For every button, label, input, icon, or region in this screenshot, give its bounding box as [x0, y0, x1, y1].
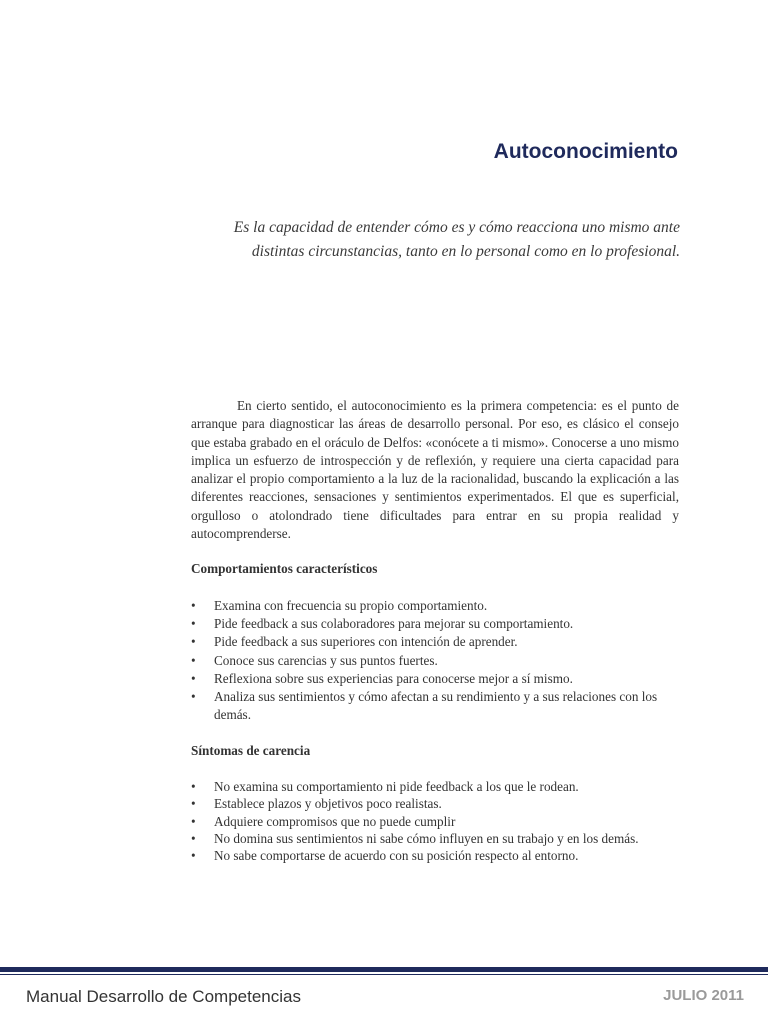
bullet-icon: •: [191, 779, 196, 795]
bullet-icon: •: [191, 813, 196, 829]
list-item-text: Reflexiona sobre sus experiencias para conocerse mejor a sí mismo.: [214, 670, 573, 686]
list-item: [191, 633, 679, 651]
list-item: [191, 847, 679, 864]
list-item-text: No examina su comportamiento ni pide feedback a los que le rodean.: [214, 779, 579, 795]
list-item-text: Conoce sus carencias y sus puntos fuertes.: [214, 652, 438, 668]
footer-manual-title: Manual Desarrollo de Competencias: [26, 987, 301, 1006]
bullet-icon: •: [191, 848, 196, 864]
bullet-icon: •: [191, 670, 196, 686]
symptoms-heading: Síntomas de carencia: [191, 742, 311, 758]
bullet-icon: •: [191, 597, 196, 613]
list-item: [191, 615, 679, 633]
list-item-text: Analiza sus sentimientos y cómo afectan a su rendimiento y a sus relaciones con los demás.: [214, 689, 658, 723]
page-title: Autoconocimiento: [493, 140, 678, 163]
list-item: [191, 778, 679, 795]
symptoms-list: [191, 778, 679, 864]
list-item-text: Adquiere compromisos que no puede cumplir: [214, 813, 456, 829]
list-item: [191, 597, 679, 615]
definition-text: Es la capacidad de entender cómo es y cómo reacciona uno mismo ante distintas circunstancias, tanto en lo personal como en lo profesional.: [233, 219, 680, 260]
list-item: [191, 795, 679, 812]
list-item-text: No sabe comportarse de acuerdo con su posición respecto al entorno.: [214, 848, 579, 864]
bullet-icon: •: [191, 830, 196, 846]
intro-paragraph: En cierto sentido, el autoconocimiento es la primera competencia: es el punto de arranque para diagnosticar las áreas de desarrollo personal. Por eso, es clásico el consejo que estaba grabado en el oráculo de Delfos: «conócete a ti mismo». Conocerse a uno mismo implica un esfuerzo de introspección y de reflexión, y requiere una cierta capacidad para analizar el propio comportamiento a la luz de la racionalidad, buscando la explicación a las diferentes reacciones, sensaciones y sentimientos experimentados. El que es superficial, orgulloso o atolondrado tiene dificultades para entrar en su propia realidad y autocomprenderse.: [191, 398, 679, 542]
list-item: [191, 830, 679, 847]
list-item-text: No domina sus sentimientos ni sabe cómo influyen en su trabajo y en los demás.: [214, 830, 639, 846]
footer-divider-thin: [0, 974, 768, 975]
main-content: [191, 397, 679, 865]
footer-divider: [0, 967, 768, 972]
list-item: [191, 670, 679, 688]
behaviors-heading: Comportamientos característicos: [191, 561, 378, 577]
list-item-text: Establece plazos y objetivos poco realistas.: [214, 796, 442, 812]
bullet-icon: •: [191, 615, 196, 631]
footer-date: JULIO 2011: [663, 987, 744, 1004]
list-item-text: Pide feedback a sus colaboradores para mejorar su comportamiento.: [214, 615, 574, 631]
list-item: [191, 813, 679, 830]
behaviors-list: [191, 597, 679, 725]
list-item-text: Examina con frecuencia su propio comportamiento.: [214, 597, 488, 613]
bullet-icon: •: [191, 652, 196, 668]
bullet-icon: •: [191, 689, 196, 705]
list-item: [191, 688, 679, 725]
list-item: [191, 652, 679, 670]
list-item-text: Pide feedback a sus superiores con intención de aprender.: [214, 634, 518, 650]
bullet-icon: •: [191, 796, 196, 812]
bullet-icon: •: [191, 634, 196, 650]
